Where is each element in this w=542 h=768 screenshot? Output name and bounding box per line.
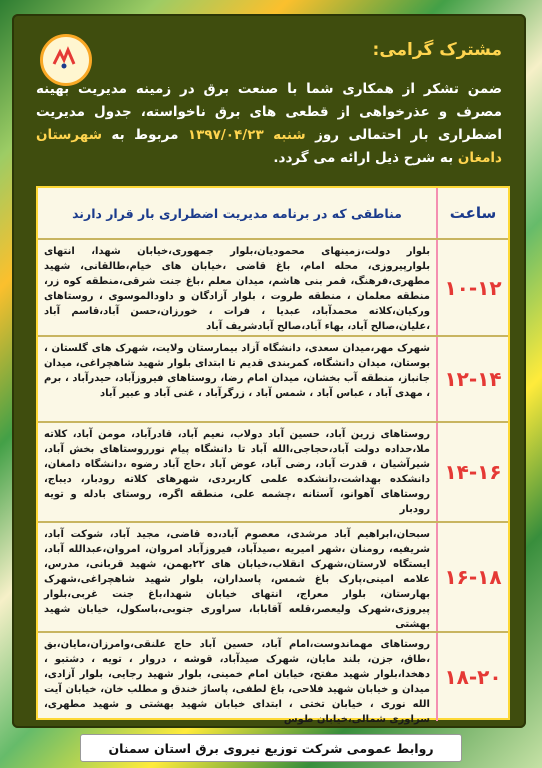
intro-paragraph <box>36 78 502 170</box>
row-areas: روستاهای زرین آباد، حسین آباد دولاب، نعیم آباد، قادرآباد، مومن آباد، کلاته ملا،حداده دولت آباد،حجاجی،الله آباد تا دانشگاه پیام نورروستاهای بخش آباد، شیرآشیان ، قدرت آباد، رضی آباد، عوض آباد ،حاج آباد رضوه ،دانشگاه دامغان، دانشکده بهداشت،دانشکده علمی کاربردی، شهرهای کلاته رودبار، دیباج، روستاهای آهوانو، آستانه ،چشمه علی، منطقه اگره، روستای بادله و تویه رودبار <box>44 429 430 515</box>
table-row <box>38 337 508 423</box>
row-time: ۱۸-۲۰ <box>436 633 508 721</box>
row-areas: سبحان،ابراهیم آباد مرشدی، معصوم آباد،ده قاضی، مجید آباد، شوکت آباد، شریفیه، رومنان ،شهر امیریه ،صیدآباد، فیروزآباد امروان، امروان،عبدالله آباد، ایستگاه لارستان،شهرک انقلاب،خیابان های ۲۲بهمن، شهید قربانی، مدرس، علامه امینی،پارک باغ شمس، پاسداران، بلوار شهید شاهچراغی،شهرک بهارستان، بلوار معراج، انتهای خیابان شهدا،باغ جنت غربی،بلوار پیروزی،شهرک ولیعصر،قلعه آقابابا، سراوری جنوبی،باسکول، خیابان شهید بهشتی <box>44 529 430 630</box>
row-time: ۱۰-۱۲ <box>436 240 508 335</box>
row-time: ۱۶-۱۸ <box>436 523 508 631</box>
intro-text-2: مربوط به <box>101 127 188 143</box>
intro-text-3: به شرح ذیل ارائه می گردد. <box>273 150 458 166</box>
table-row <box>38 240 508 337</box>
footer-credit: روابط عمومی شرکت توزیع نیروی برق استان سمنان <box>80 734 462 762</box>
intro-city: شهرستان دامغان <box>36 127 502 166</box>
row-areas: بلوار دولت،زمینهای محمودیان،بلوار جمهوری،خیابان شهدا، انتهای بلوارپیروزی، محله امام، باغ قاضی ،خیابان های خیام،طالقانی، شهید مطهری،فرهنگ، قمر بنی هاشم، میدان معلم ،باغ جنت شرقی،منطقه کوه زر، منطقه معلمان ، منطقه طروت ، بلوار آزادگان و داودالموسوی ، روستاهای ورکیان،کلاته محمدآباد، عبدیا ، فرات ، خورزان،حسن آباد،قاسم آباد ،علیان،صالح آباد، بهاء آباد،صالح آبادشریف آباد <box>44 246 430 332</box>
intro-date: شنبه ۱۳۹۷/۰۴/۲۳ <box>187 127 306 143</box>
header-time: ساعت <box>436 188 508 238</box>
table-row <box>38 633 508 725</box>
row-time: ۱۲-۱۴ <box>436 337 508 421</box>
row-time: ۱۴-۱۶ <box>436 423 508 521</box>
header-areas: مناطقی که در برنامه مدیریت اضطراری بار قرار دارند <box>72 205 402 221</box>
table-row <box>38 423 508 523</box>
row-areas: روستاهای مهماندوست،امام آباد، حسین آباد حاج علنقی،وامرزان،مایان،بق ،طاق، جزن، بلند مایان، شهرک صیدآباد، قوشه ، دروار ، تویه ، دشتبو ، دهخدا،بلوار شهید مفتح، خیابان امام خمینی، بلوار شهید رجایی، بلوار آزادی، میدان و خیابان شهید فلاحی، باغ لطفی، پاساژ خندق و مطلب خان، خیابان آیت الله نوری ، خیابان تختی ، ابتدای خیابان شهید بهشتی و شهید مطهری، سراوری شمالی،خیابان طوس <box>44 639 430 725</box>
intro-text-1: ضمن تشکر از همکاری شما با صنعت برق در زمینه مدیریت بهینه مصرف و عذرخواهی از قطعی های برق ناخواسته، جدول مدیریت اضطراری بار احتمالی روز <box>36 81 503 143</box>
greeting-title: مشترک گرامی: <box>372 40 502 60</box>
outage-schedule-table <box>36 186 510 725</box>
table-header <box>38 188 508 240</box>
table-row <box>38 523 508 633</box>
row-areas: شهرک مهر،میدان سعدی، دانشگاه آزاد بیمارستان ولایت، شهرک های گلستان ، بوستان، میدان دانشگاه، کمربندی قدیم تا ابتدای بلوار شهید شاهچراغی، میدان جانباز، منطقه آب بخشان، میدان امام رضا، روستاهای فیروزآباد، حیدرآباد ، برم ، مهدی آباد ، عباس آباد ، شمس آباد ، زرگرآباد ، غنی آباد و عبیر آباد <box>44 343 430 399</box>
